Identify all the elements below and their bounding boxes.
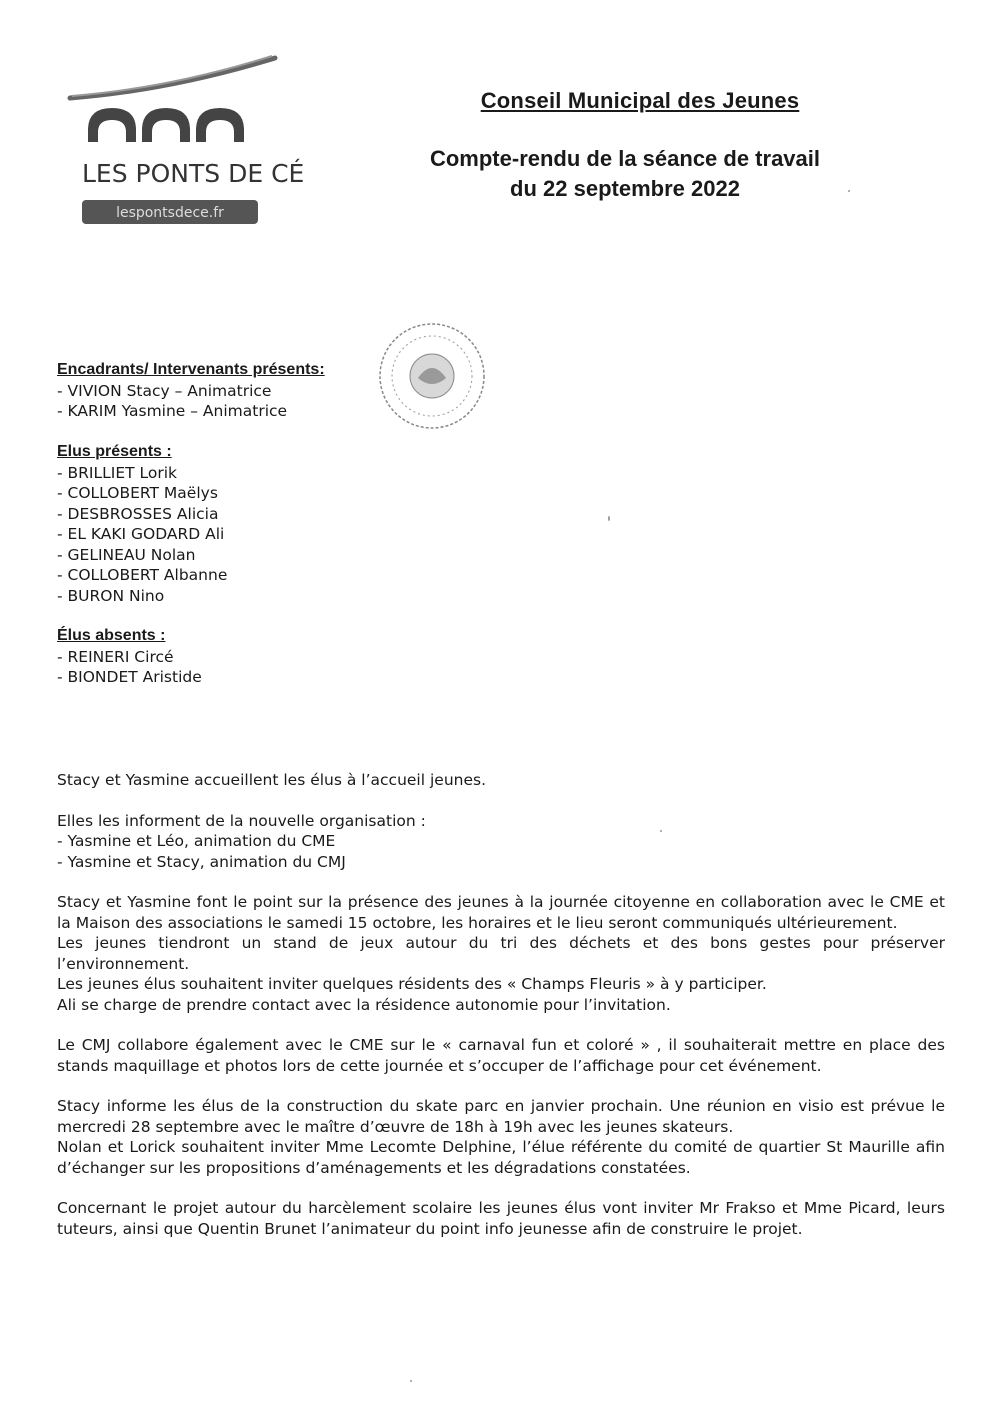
list-item: - Yasmine et Léo, animation du CME — [57, 832, 336, 850]
paragraph — [57, 892, 945, 1015]
present-item: - EL KAKI GODARD Ali — [57, 525, 225, 543]
scan-speck — [410, 1380, 412, 1382]
staff-section — [57, 360, 325, 422]
present-item: - COLLOBERT Albanne — [57, 566, 228, 584]
document-title: Conseil Municipal des Jeunes — [480, 88, 800, 113]
present-section — [57, 442, 227, 606]
present-heading: Elus présents : — [57, 443, 172, 460]
staff-item: - KARIM Yasmine – Animatrice — [57, 402, 288, 420]
paragraph: Concernant le projet autour du harcèlement scolaire les jeunes élus vont inviter Mr Frakso et Mme Picard, leurs tuteurs, ainsi que Quentin Brunet l’animateur du point info jeunesse afin de construire le projet. — [57, 1199, 945, 1238]
subtitle-line-1: Compte-rendu de la séance de travail — [429, 146, 821, 171]
paragraph-line: Nolan et Lorick souhaitent inviter Mme Lecomte Delphine, l’élue référente du comité de quartier St Maurille afin d’échanger sur les propositions d’aménagements et les dégradations constatées. — [57, 1138, 945, 1177]
absent-section — [57, 626, 202, 688]
paragraph-line: Les jeunes tiendront un stand de jeux autour du tri des déchets et des bons gestes pour préserver l’environnement. — [57, 934, 945, 973]
paragraph: Le CMJ collabore également avec le CME sur le « carnaval fun et coloré » , il souhaiterait mettre en place des stands maquillage et photos lors de cette journée et s’occuper de l’affichage pour cet événement. — [57, 1036, 945, 1075]
list-item: - Yasmine et Stacy, animation du CMJ — [57, 852, 346, 871]
scan-speck — [608, 516, 610, 521]
logo-website-text: lespontsdece.fr — [116, 205, 224, 221]
present-item: - DESBROSSES Alicia — [57, 504, 219, 523]
absent-heading: Élus absents : — [57, 627, 166, 644]
paragraph-line: Stacy informe les élus de la construction du skate parc en janvier prochain. Une réunion en visio est prévue le mercredi 28 septembre avec le maître d’œuvre de 18h à 19h avec les jeunes skateurs. — [57, 1097, 945, 1136]
city-logo — [60, 50, 305, 235]
present-item: - COLLOBERT Maëlys — [57, 484, 218, 502]
paragraph: Stacy et Yasmine accueillent les élus à l’accueil jeunes. — [57, 771, 487, 789]
present-item: - GELINEAU Nolan — [57, 545, 196, 564]
absent-item: - BIONDET Aristide — [57, 668, 202, 686]
scan-speck — [848, 190, 850, 192]
paragraph-line: Ali se charge de prendre contact avec la résidence autonomie pour l’invitation. — [57, 995, 671, 1014]
present-item: - BURON Nino — [57, 586, 165, 605]
logo-brand-text: LES PONTS DE CÉ — [82, 159, 305, 188]
meeting-body — [57, 770, 945, 1259]
paragraph-line: Les jeunes élus souhaitent inviter quelques résidents des « Champs Fleuris » à y participer. — [57, 975, 767, 993]
subtitle-line-2: du 22 septembre 2022 — [510, 176, 740, 201]
document-header — [330, 88, 890, 204]
paragraph-line: Stacy et Yasmine font le point sur la présence des jeunes à la journée citoyenne en collaboration avec le CME et la Maison des associations le samedi 15 octobre, les horaires et le lieu seront communiqués ultérieurement. — [57, 893, 945, 932]
paragraph — [57, 811, 945, 873]
staff-item: - VIVION Stacy – Animatrice — [57, 381, 272, 400]
absent-item: - REINERI Circé — [57, 647, 174, 666]
official-stamp — [370, 318, 495, 436]
document-subtitle — [330, 144, 890, 204]
present-item: - BRILLIET Lorik — [57, 463, 178, 482]
paragraph-line: Elles les informent de la nouvelle organisation : — [57, 811, 426, 830]
scan-speck — [660, 830, 662, 832]
paragraph — [57, 1096, 945, 1178]
staff-heading: Encadrants/ Intervenants présents: — [57, 361, 325, 378]
